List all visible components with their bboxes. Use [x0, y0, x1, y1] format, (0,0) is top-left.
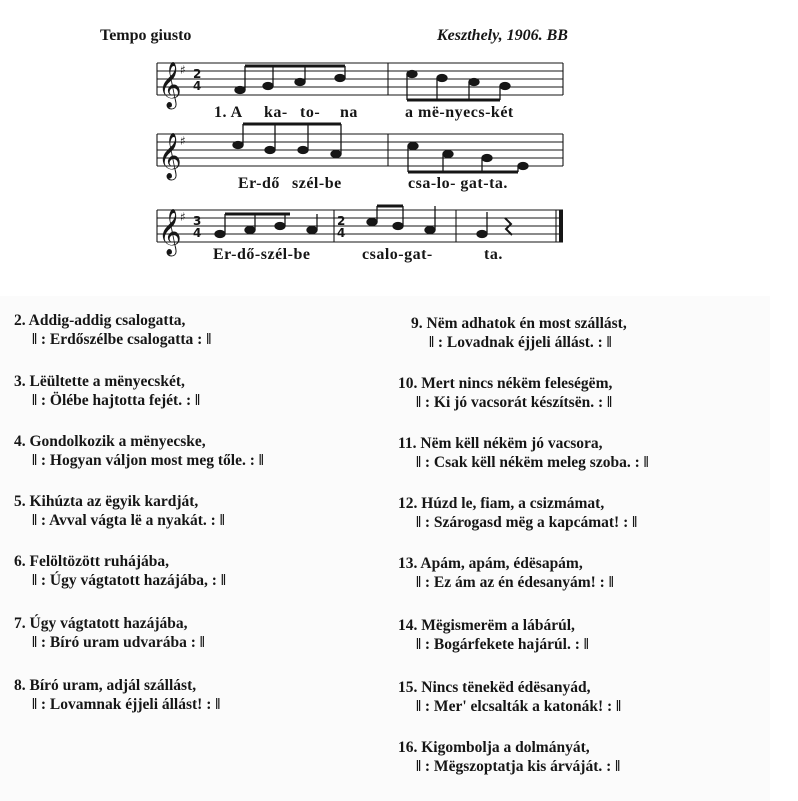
svg-text:2: 2 — [193, 67, 202, 81]
verse-12-line-2: ‖ : Szárogasd mëg a kapcámat! : ‖ — [416, 514, 638, 531]
verse-8-line-1: 8. Bíró uram, adjál szállást, — [14, 677, 197, 694]
verse-3-line-1: 3. Lëültette a mënyecskét, — [14, 373, 185, 390]
svg-text:♯: ♯ — [180, 134, 186, 148]
staff-2 — [157, 134, 563, 166]
verse-14 — [398, 616, 589, 654]
source-note: Keszthely, 1906. BB — [437, 27, 568, 44]
verse-7-line-1: 7. Úgy vágtatott hazájába, — [14, 615, 188, 632]
verse-8-line-2: ‖ : Lovamnak éjjeli állást! : ‖ — [32, 696, 221, 713]
svg-text:4: 4 — [193, 226, 202, 240]
lyric-line-2-syl-2: szél-be — [292, 175, 342, 192]
staff-1-clef — [158, 62, 182, 110]
staff-3-clef — [158, 209, 182, 257]
svg-text:2: 2 — [337, 214, 346, 228]
verse-4-line-1: 4. Gondolkozik a mënyecske, — [14, 433, 206, 450]
verse-11-line-2: ‖ : Csak këll nékëm meleg szoba. : ‖ — [416, 454, 649, 471]
staff-2-notes — [233, 124, 528, 172]
verse-14-line-2: ‖ : Bogárfekete hajárúl. : ‖ — [416, 636, 589, 653]
svg-text:3: 3 — [193, 214, 202, 228]
verse-3 — [14, 372, 200, 410]
lyric-line-2-syl-3: csa-lo- gat-ta. — [408, 175, 508, 192]
lyric-line-2-syl-1: Er-dő — [238, 175, 280, 192]
svg-text:4: 4 — [337, 226, 346, 240]
verse-10-line-1: 10. Mert nincs nékëm feleségëm, — [398, 375, 613, 392]
verse-15-line-2: ‖ : Mer' elcsalták a katonák! : ‖ — [416, 698, 622, 715]
verse-16-line-2: ‖ : Mëgszoptatja kis árváját. : ‖ — [416, 758, 621, 775]
svg-text:♯: ♯ — [180, 63, 186, 77]
verse-12 — [398, 494, 637, 532]
svg-text:𝄞: 𝄞 — [158, 209, 182, 255]
verse-16-line-1: 16. Kigombolja a dolmányát, — [398, 739, 590, 756]
verse-7 — [14, 614, 205, 652]
verse-4 — [14, 432, 264, 470]
lyric-line-3-syl-2: csalo-gat- — [362, 246, 433, 263]
verse-10-line-2: ‖ : Ki jó vacsorát készítsën. : ‖ — [416, 394, 613, 411]
verse-9 — [411, 314, 627, 352]
verse-13-line-1: 13. Apám, apám, édësapám, — [398, 555, 583, 572]
lyric-line-1-syl-1: 1. A — [214, 104, 243, 121]
lyric-line-3-syl-1: Er-dő-szél-be — [213, 246, 311, 263]
verse-5-line-2: ‖ : Avval vágta lë a nyakát. : ‖ — [32, 512, 225, 529]
svg-text:♯: ♯ — [180, 210, 186, 224]
staff-2-signature — [180, 134, 186, 148]
verse-16 — [398, 738, 620, 776]
svg-text:4: 4 — [193, 79, 202, 93]
staff-1 — [157, 63, 563, 95]
svg-text:𝄞: 𝄞 — [158, 62, 182, 108]
verse-15 — [398, 678, 621, 716]
verse-2-line-1: 2. Addig-addig csalogatta, — [14, 312, 186, 329]
verse-11-line-1: 11. Nëm këll nékëm jó vacsora, — [398, 435, 603, 452]
svg-text:𝄞: 𝄞 — [158, 133, 182, 179]
lyric-line-1-syl-4: na — [340, 104, 358, 121]
verse-5 — [14, 492, 225, 530]
verse-14-line-1: 14. Mëgismerëm a lábárúl, — [398, 617, 575, 634]
verse-15-line-1: 15. Nincs tënekëd édësanyád, — [398, 679, 591, 696]
verse-2 — [14, 311, 211, 349]
verse-7-line-2: ‖ : Bíró uram udvarába : ‖ — [32, 634, 205, 651]
verse-6-line-1: 6. Felöltözött ruhájába, — [14, 553, 169, 570]
verse-3-line-2: ‖ : Ölébe hajtotta fejét. : ‖ — [32, 392, 201, 409]
verse-12-line-1: 12. Húzd le, fiam, a csizmámat, — [398, 495, 605, 512]
lyric-line-1-syl-3: to- — [300, 104, 321, 121]
tempo-marking: Tempo giusto — [100, 27, 192, 44]
verse-6 — [14, 552, 226, 590]
staff-3-notes — [215, 206, 512, 238]
verse-11 — [398, 434, 649, 472]
verse-8 — [14, 676, 220, 714]
verse-5-line-1: 5. Kihúzta az ëgyik kardját, — [14, 493, 199, 510]
verse-9-line-2: ‖ : Lovadnak éjjeli állást. : ‖ — [429, 334, 612, 351]
verse-4-line-2: ‖ : Hogyan váljon most meg tőle. : ‖ — [32, 452, 264, 469]
lyric-line-3-syl-3: ta. — [484, 246, 503, 263]
verse-13 — [398, 554, 614, 592]
verse-10 — [398, 374, 612, 412]
verse-2-line-2: ‖ : Erdőszélbe csalogatta : ‖ — [32, 331, 212, 348]
lyric-line-1-syl-2: ka- — [264, 104, 288, 121]
verse-6-line-2: ‖ : Úgy vágtatott hazájába, : ‖ — [32, 572, 226, 589]
verse-9-line-1: 9. Nëm adhatok én most szállást, — [411, 315, 627, 332]
staff-2-clef — [158, 133, 182, 181]
verse-13-line-2: ‖ : Ez ám az én édesanyám! : ‖ — [416, 574, 614, 591]
staff-1-signature — [180, 63, 201, 93]
lyric-line-1-syl-5: a më-nyecs-két — [405, 104, 514, 121]
